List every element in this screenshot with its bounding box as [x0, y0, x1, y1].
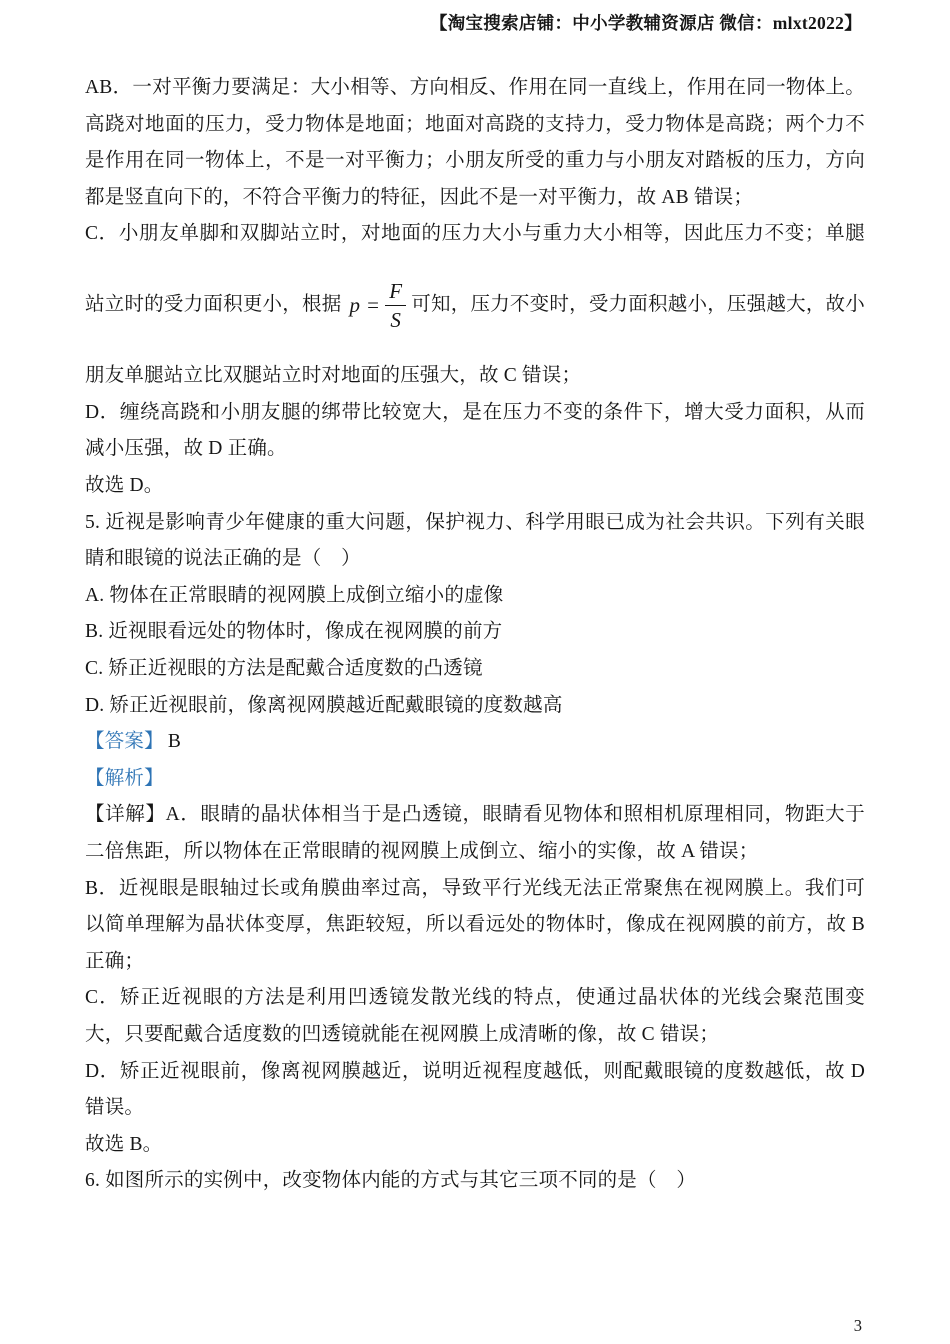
- q5-option-d: D. 矫正近视眼前，像离视网膜越近配戴眼镜的度数越高: [85, 694, 563, 716]
- q5-answer-line: [85, 724, 865, 761]
- q5-analysis-label-line: [85, 761, 865, 798]
- formula-numerator: F: [389, 278, 403, 303]
- q5-option-a: A. 物体在正常眼睛的视网膜上成倒立缩小的虚像: [85, 584, 504, 606]
- page-header: [430, 10, 862, 35]
- pressure-formula: [341, 253, 411, 358]
- q5-detail-a-text: A．眼睛的晶状体相当于是凸透镜，眼睛看见物体和照相机原理相同，物距大于二倍焦距，所以物体在正常眼睛的视网膜上成倒立、缩小的实像，故 A 错误；: [85, 804, 865, 862]
- q5-detail-b: B．近视眼是眼轴过长或角膜曲率过高，导致平行光线无法正常聚焦在视网膜上。我们可以简单理解为晶状体变厚，焦距较短，所以看远处的物体时，像成在视网膜的前方，故 B 正确；: [85, 877, 865, 972]
- store-info-text: 【淘宝搜索店铺：中小学教辅资源店 微信：mlxt2022】: [429, 13, 862, 33]
- answer-value: B: [167, 731, 182, 753]
- formula-denominator: S: [385, 305, 406, 332]
- q5-detail-a: [85, 797, 865, 870]
- formula-equals-sign: =: [367, 293, 380, 318]
- q5-option-c: C. 矫正近视眼的方法是配戴合适度数的凸透镜: [85, 658, 483, 679]
- formula-lhs: p: [349, 293, 361, 318]
- q5-stem: 5. 近视是影响青少年健康的重大问题，保护视力、科学用眼已成为社会共识。下列有关眼睛和眼镜的说法正确的是（ ）: [85, 511, 865, 570]
- q5-conclusion: 故选 B。: [85, 1133, 163, 1155]
- q5-detail-d: D．矫正近视眼前，像离视网膜越近，说明近视程度越低，则配戴眼镜的度数越低，故 D 错误。: [85, 1060, 865, 1119]
- answer-label: 【答案】: [85, 731, 164, 753]
- q5-option-b: B. 近视眼看远处的物体时，像成在视网膜的前方: [85, 621, 503, 643]
- q4-conclusion: 故选 D。: [85, 475, 164, 497]
- analysis-label: 【解析】: [85, 767, 164, 789]
- page-number: 3: [853, 1316, 862, 1335]
- q5-detail-c: C．矫正近视眼的方法是利用凹透镜发散光线的特点，使通过晶状体的光线会聚范围变大，只要配戴合适度数的凹透镜就能在视网膜上成清晰的像，故 C 错误；: [85, 987, 865, 1045]
- formula-fraction: [384, 279, 407, 332]
- document-content: [85, 70, 865, 1200]
- q4-analysis-c-text-after: 可知，压力不变时，受力面积越小，压强越大，故小朋友单腿站立比双腿站立时对地面的压强大，故 C 错误；: [85, 294, 865, 387]
- q4-analysis-c: [85, 216, 865, 394]
- detail-label: 【详解】: [85, 804, 166, 826]
- q4-analysis-ab: AB．一对平衡力要满足：大小相等、方向相反、作用在同一直线上，作用在同一物体上。高跷对地面的压力，受力物体是地面；地面对高跷的支持力，受力物体是高跷；两个力不是作用在同一物体上，不是一对平衡力；小朋友所受的重力与小朋友对踏板的压力，方向都是竖直向下的，不符合平衡力的特征，因此不是一对平衡力，故 AB 错误；: [85, 77, 865, 208]
- q4-analysis-c-text-before: C．小朋友单脚和双脚站立时，对地面的压力大小与重力大小相等，因此压力不变；单腿站立时的受力面积更小，根据: [85, 223, 865, 316]
- q6-stem: 6. 如图所示的实例中，改变物体内能的方式与其它三项不同的是（ ）: [85, 1170, 697, 1192]
- q4-analysis-d: D．缠绕高跷和小朋友腿的绑带比较宽大，是在压力不变的条件下，增大受力面积，从而减小压强，故 D 正确。: [85, 401, 865, 460]
